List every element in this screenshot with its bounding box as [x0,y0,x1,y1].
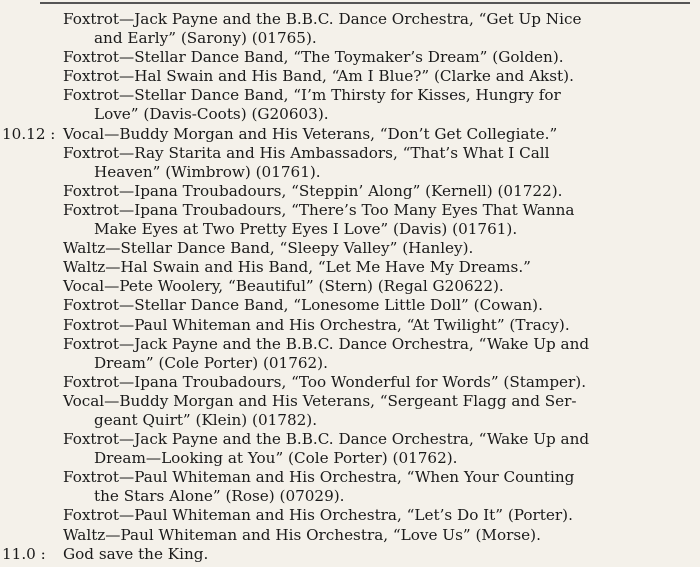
entry-continuation: geant Quirt” (Klein) (01782). [94,410,318,429]
entry-line: Waltz—Stellar Dance Band, “Sleepy Valley” (Hanley). [63,239,474,258]
top-rule [40,2,690,4]
programme-entry [0,430,700,468]
entry-continuation: Make Eyes at Two Pretty Eyes I Love” (Davis) (01761). [94,220,518,239]
programme-entry [0,144,700,182]
entry-continuation: the Stars Alone” (Rose) (07029). [94,487,345,506]
programme-entry [0,86,700,124]
entry-line: Foxtrot—Stellar Dance Band, “Lonesome Little Doll” (Cowan). [63,296,543,315]
programme-entry [0,506,700,525]
entry-line: Foxtrot—Hal Swain and His Band, “Am I Blue?” (Clarke and Akst). [63,67,574,86]
entry-line: Vocal—Buddy Morgan and His Veterans, “Sergeant Flagg and Ser- [63,391,577,410]
entry-line: Foxtrot—Ipana Troubadours, “Steppin’ Along” (Kernell) (01722). [63,181,563,200]
entry-line: Foxtrot—Paul Whiteman and His Orchestra, “At Twilight” (Tracy). [63,315,570,334]
programme-entry [0,335,700,373]
programme-entry [0,468,700,506]
entry-line: Waltz—Hal Swain and His Band, “Let Me Have My Dreams.” [63,258,531,277]
time-label: 10.12 : [2,124,56,143]
entry-line: Foxtrot—Paul Whiteman and His Orchestra, “Let’s Do It” (Porter). [63,506,573,525]
entry-continuation: and Early” (Sarony) (01765). [94,29,317,48]
entry-line: Foxtrot—Ray Starita and His Ambassadors, “That’s What I Call [63,143,550,162]
programme-entry [0,526,700,545]
programme-entry [0,277,700,296]
programme-entry [0,258,700,277]
programme-entry [0,201,700,239]
entry-line: Foxtrot—Stellar Dance Band, “The Toymaker’s Dream” (Golden). [63,48,564,67]
programme-entry [0,125,700,144]
programme-entry [0,373,700,392]
entry-line: Foxtrot—Paul Whiteman and His Orchestra, “When Your Counting [63,468,575,487]
entry-continuation: Heaven” (Wimbrow) (01761). [94,162,321,181]
entry-line: Vocal—Pete Woolery, “Beautiful” (Stern) (Regal G20622). [63,277,504,296]
entry-continuation: Dream” (Cole Porter) (01762). [94,353,328,372]
entry-line: Waltz—Paul Whiteman and His Orchestra, “Love Us” (Morse). [63,525,541,544]
programme-listing [0,10,700,564]
entry-line: Foxtrot—Ipana Troubadours, “Too Wonderful for Words” (Stamper). [63,372,587,391]
programme-entry [0,392,700,430]
programme-entry [0,296,700,315]
entry-line: Vocal—Buddy Morgan and His Veterans, “Don’t Get Collegiate.” [63,124,558,143]
programme-entry [0,10,700,48]
programme-entry [0,239,700,258]
entry-line: Foxtrot—Jack Payne and the B.B.C. Dance Orchestra, “Wake Up and [63,334,590,353]
entry-line: Foxtrot—Jack Payne and the B.B.C. Dance Orchestra, “Wake Up and [63,430,590,449]
entry-line: Foxtrot—Ipana Troubadours, “There’s Too Many Eyes That Wanna [63,200,575,219]
entry-continuation: Dream—Looking at You” (Cole Porter) (01762). [94,449,458,468]
entry-line: Foxtrot—Jack Payne and the B.B.C. Dance Orchestra, “Get Up Nice [63,10,582,28]
entry-line: God save the King. [63,544,209,563]
programme-entry [0,316,700,335]
programme-entry [0,182,700,201]
programme-entry [0,48,700,67]
entry-line: Foxtrot—Stellar Dance Band, “I’m Thirsty for Kisses, Hungry for [63,86,561,105]
entry-continuation: Love” (Davis-Coots) (G20603). [94,105,329,124]
programme-entry [0,545,700,564]
time-label: 11.0 : [2,544,46,563]
programme-entry [0,67,700,86]
